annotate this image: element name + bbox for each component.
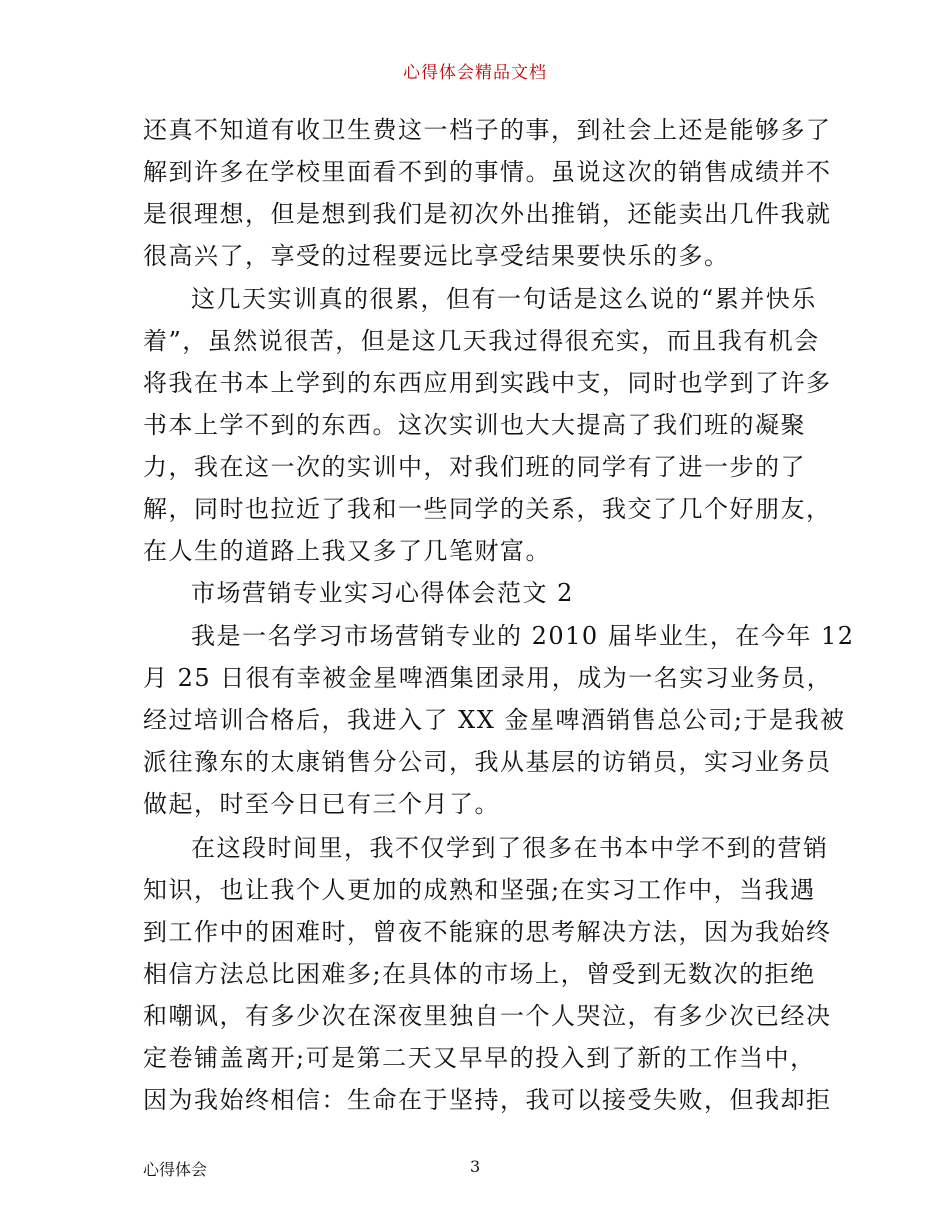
text-line: 力，我在这一次的实训中，对我们班的同学有了进一步的了 <box>143 453 806 481</box>
text-line: 定卷铺盖离开;可是第二天又早早的投入到了新的工作当中， <box>143 1044 816 1072</box>
section-heading: 市场营销专业实习心得体会范文 2 <box>191 579 574 607</box>
text-line: 相信方法总比困难多;在具体的市场上，曾受到无数次的拒绝 <box>143 960 816 988</box>
text-line: 将我在书本上学到的东西应用到实践中支，同时也学到了许多 <box>143 369 832 397</box>
text-line: 和嘲讽，有多少次在深夜里独自一个人哭泣，有多少次已经决 <box>143 1002 832 1030</box>
text-line: 我是一名学习市场营销专业的 2010 届毕业生，在今年 12 <box>191 622 855 650</box>
text-line: 因为我始终相信：生命在于坚持，我可以接受失败，但我却拒 <box>143 1086 832 1114</box>
text-line: 解，同时也拉近了我和一些同学的关系，我交了几个好朋友， <box>143 495 832 523</box>
text-line: 着”，虽然说很苦，但是这几天我过得很充实，而且我有机会 <box>143 327 820 355</box>
text-line: 到工作中的困难时，曾夜不能寐的思考解决方法，因为我始终 <box>143 918 832 946</box>
page-number: 3 <box>470 1157 481 1176</box>
text-line: 做起，时至今日已有三个月了。 <box>143 790 500 818</box>
footer-label: 心得体会 <box>143 1160 208 1179</box>
text-line: 经过培训合格后，我进入了 XX 金星啤酒销售总公司;于是我被 <box>143 706 846 734</box>
text-line: 解到许多在学校里面看不到的事情。虽说这次的销售成绩并不 <box>143 158 832 186</box>
text-line: 还真不知道有收卫生费这一档子的事，到社会上还是能够多了 <box>143 116 832 144</box>
text-line: 书本上学不到的东西。这次实训也大大提高了我们班的凝聚 <box>143 411 806 439</box>
text-line: 在这段时间里，我不仅学到了很多在书本中学不到的营销 <box>191 834 829 862</box>
page-header-title: 心得体会精品文档 <box>403 63 547 83</box>
text-line: 月 25 日很有幸被金星啤酒集团录用，成为一名实习业务员， <box>143 664 833 692</box>
text-line: 在人生的道路上我又多了几笔财富。 <box>143 537 551 565</box>
text-line: 很高兴了，享受的过程要远比享受结果要快乐的多。 <box>143 242 730 270</box>
text-line: 是很理想，但是想到我们是初次外出推销，还能卖出几件我就 <box>143 200 832 228</box>
text-line: 知识，也让我个人更加的成熟和坚强;在实习工作中，当我遇 <box>143 876 816 904</box>
text-line: 这几天实训真的很累，但有一句话是这么说的“累并快乐 <box>191 285 817 313</box>
text-line: 派往豫东的太康销售分公司，我从基层的访销员，实习业务员 <box>143 748 832 776</box>
